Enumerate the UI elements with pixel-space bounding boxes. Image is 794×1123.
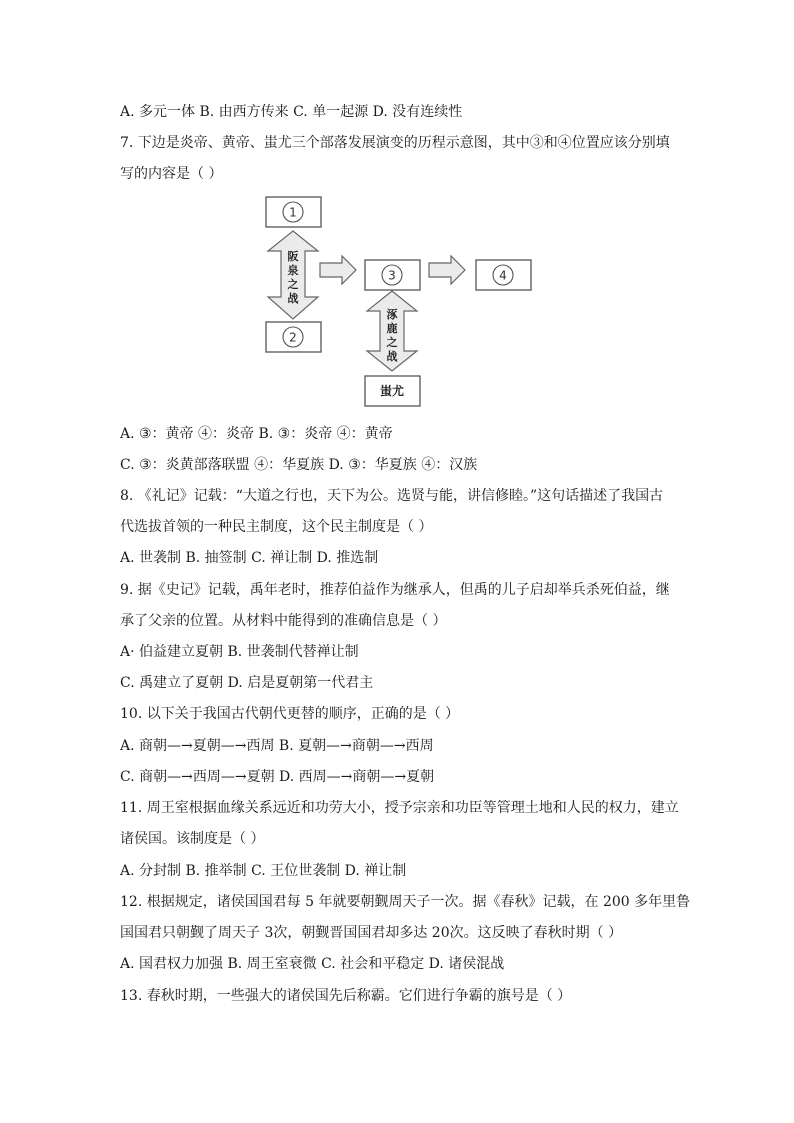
q10-options-1: A. 商朝—→夏朝—→西周 B. 夏朝—→商朝—→西周 (120, 738, 434, 754)
battle2-char-4: 战 (386, 350, 398, 363)
tribe-evolution-diagram (262, 193, 542, 413)
q11-stem-2: 诸侯国。该制度是（ ） (120, 831, 265, 847)
battle1-char-1: 阪 (287, 250, 299, 263)
battle1-char-4: 战 (287, 292, 299, 305)
q8-options: A. 世袭制 B. 抽签制 C. 禅让制 D. 推选制 (120, 550, 379, 566)
q7-options-1: A. ③：黄帝 ④：炎帝 B. ③：炎帝 ④：黄帝 (120, 426, 393, 442)
q8-stem-1: 8. 《礼记》记载：“大道之行也，天下为公。选贤与能，讲信修睦。”这句话描述了我国古 (120, 488, 664, 504)
q9-stem-2: 承了父亲的位置。从材料中能得到的准确信息是（ ） (120, 613, 447, 629)
q8-stem-2: 代选拔首领的一种民主制度，这个民主制度是（ ） (120, 519, 433, 535)
right-arrow-2 (429, 256, 465, 284)
battle1-char-3: 之 (287, 278, 299, 291)
q11-options: A. 分封制 B. 推举制 C. 王位世袭制 D. 禅让制 (120, 863, 407, 879)
battle2-char-2: 鹿 (386, 322, 398, 335)
q11-stem-1: 11. 周王室根据血缘关系远近和功劳大小，授予宗亲和功臣等管理土地和人民的权力，建立 (120, 800, 679, 816)
q9-options-2: C. 禹建立了夏朝 D. 启是夏朝第一代君主 (120, 675, 374, 691)
label-4: 4 (499, 268, 507, 283)
q10-options-2: C. 商朝—→西周—→夏朝 D. 西周—→商朝—→夏朝 (120, 769, 435, 785)
label-3: 3 (388, 268, 396, 283)
battle1-char-2: 泉 (287, 264, 299, 277)
label-1: 1 (289, 205, 297, 220)
q6-options: A. 多元一体 B. 由西方传来 C. 单一起源 D. 没有连续性 (120, 104, 463, 120)
chiyou-label: 蚩尤 (379, 384, 405, 398)
battle2-char-3: 之 (386, 336, 398, 349)
right-arrow-1 (320, 256, 356, 284)
q7-options-2: C. ③：炎黄部落联盟 ④：华夏族 D. ③：华夏族 ④：汉族 (120, 457, 478, 473)
q7-stem-2: 写的内容是（ ） (120, 166, 223, 182)
q9-stem-1: 9. 据《史记》记载，禹年老时，推荐伯益作为继承人，但禹的儿子启却举兵杀死伯益，继 (120, 582, 670, 598)
q12-stem-1: 12. 根据规定，诸侯国国君每 5 年就要朝觐周天子一次。据《春秋》记载，在 200 多年里鲁 (120, 894, 691, 910)
q12-options: A. 国君权力加强 B. 周王室衰微 C. 社会和平稳定 D. 诸侯混战 (120, 956, 505, 972)
q12-stem-2: 国国君只朝觐了周天子 3次，朝觐晋国国君却多达 20次。这反映了春秋时期（ ） (120, 925, 623, 941)
q10-stem: 10. 以下关于我国古代朝代更替的顺序，正确的是（ ） (120, 706, 460, 722)
q13-stem: 13. 春秋时期，一些强大的诸侯国先后称霸。它们进行争霸的旗号是（ ） (120, 988, 572, 1004)
q7-stem-1: 7. 下边是炎帝、黄帝、蚩尤三个部落发展演变的历程示意图，其中③和④位置应该分别填 (120, 135, 670, 151)
q9-options-1: A· 伯益建立夏朝 B. 世袭制代替禅让制 (120, 644, 359, 660)
battle2-char-1: 涿 (386, 308, 398, 321)
label-2: 2 (289, 330, 297, 345)
